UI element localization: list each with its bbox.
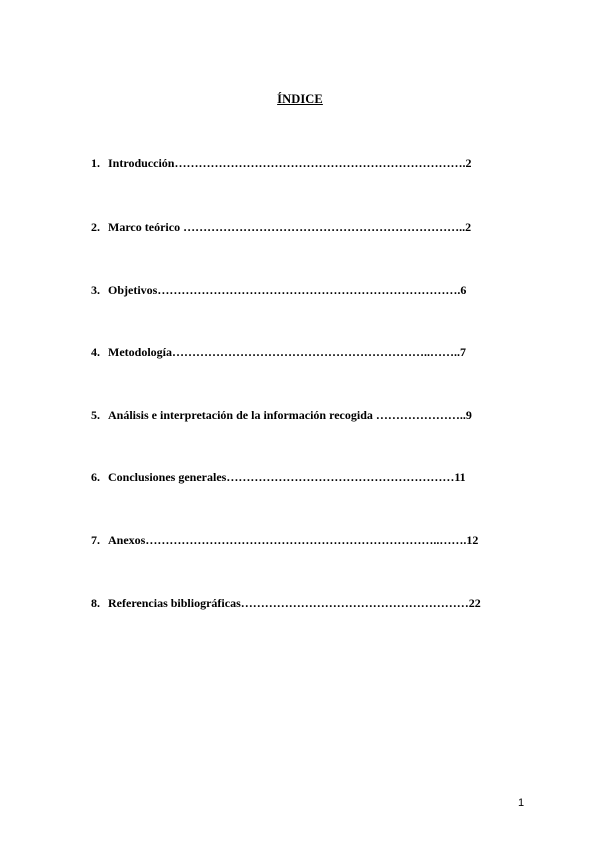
page-title: ÍNDICE — [277, 92, 323, 106]
toc-item — [91, 283, 466, 297]
toc-item — [91, 533, 478, 547]
toc-item-number: 2. — [91, 220, 100, 234]
toc-item — [91, 470, 466, 484]
toc-item-entry: Análisis e interpretación de la información recogida …………………..9 — [108, 408, 472, 422]
toc-item-number: 6. — [91, 470, 100, 484]
toc-item — [91, 156, 471, 170]
toc-item-number: 5. — [91, 408, 100, 422]
toc-item-entry: Marco teórico ……………………………………………………………..2 — [108, 220, 472, 234]
toc-item-number: 4. — [91, 345, 100, 359]
page-number: 1 — [518, 797, 525, 809]
toc-item — [91, 345, 466, 359]
toc-item-entry: Metodología………………………………………………………..……..7 — [108, 345, 466, 359]
toc-item — [91, 596, 481, 610]
toc-item-entry: Objetivos………………………………………………………………….6 — [108, 283, 467, 297]
toc-item-entry: Referencias bibliográficas…………………………………………………22 — [108, 596, 481, 610]
toc-item-number: 8. — [91, 596, 100, 610]
toc-item-number: 7. — [91, 533, 100, 547]
toc-item-entry: Anexos………………………………………………………………..…….12 — [108, 533, 479, 547]
toc-item — [91, 220, 471, 234]
toc-item-entry: Introducción……………………………………………………………….2 — [108, 156, 472, 170]
toc-item-number: 3. — [91, 283, 100, 297]
toc-item-entry: Conclusiones generales…………………………………………………11 — [108, 470, 466, 484]
toc-item-number: 1. — [91, 156, 100, 170]
toc-item — [91, 408, 472, 422]
